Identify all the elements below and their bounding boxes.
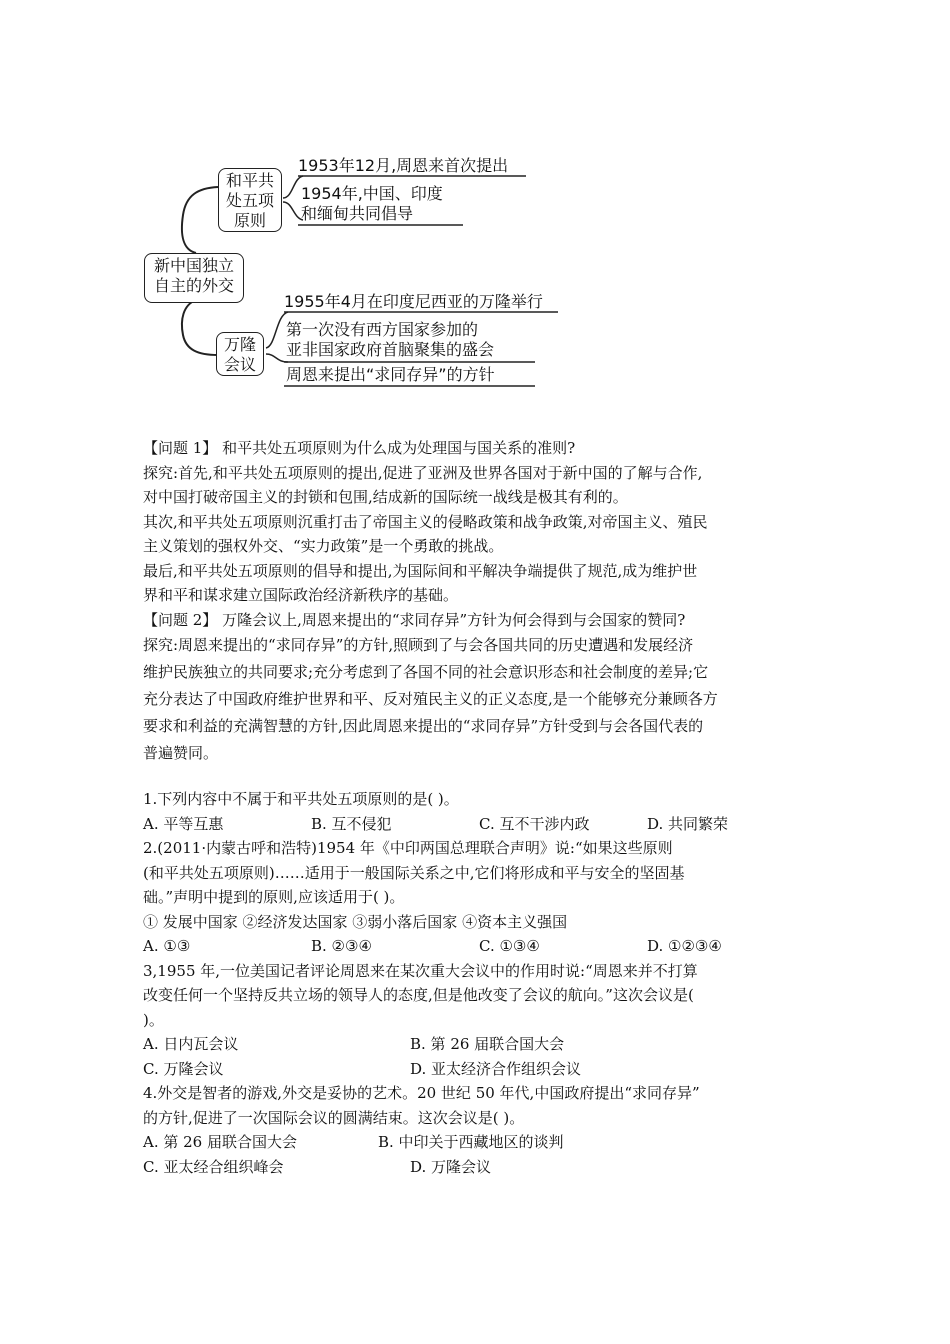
exercise-4-option-c: C. 亚太经合组织峰会 bbox=[143, 1157, 284, 1176]
exercise-1-option-c: C. 互不干涉内政 bbox=[479, 814, 590, 833]
exercise-1-options bbox=[143, 812, 823, 837]
exercise-2-stem-line: 础。”声明中提到的原则,应该适用于( )。 bbox=[143, 888, 405, 906]
peace-item-1953: 1953年12月,周恩来首次提出 bbox=[298, 156, 509, 175]
bandung-item-1955: 1955年4月在印度尼西亚的万隆举行 bbox=[284, 292, 543, 311]
exercise-3-stem-line: 改变任何一个坚持反共立场的领导人的态度,但是他改变了会议的航向。”这次会议是( bbox=[143, 986, 694, 1004]
question-2-answer-line: 要求和利益的充满智慧的方针,因此周恩来提出的“求同存异”方针受到与会各国代表的 bbox=[143, 717, 704, 735]
exercise-3-option-a: A. 日内瓦会议 bbox=[143, 1035, 239, 1053]
exercise-4-stem-line: 的方针,促进了一次国际会议的圆满结束。这次会议是( )。 bbox=[143, 1108, 525, 1127]
branch-peace-principles bbox=[218, 168, 282, 232]
exercise-4-option-b: B. 中印关于西藏地区的谈判 bbox=[378, 1133, 564, 1151]
question-2-answer-line: 普遍赞同。 bbox=[143, 744, 219, 762]
question-1-title: 【问题 1】 和平共处五项原则为什么成为处理国与国关系的准则? bbox=[143, 439, 576, 457]
exercise-3-options-row-1 bbox=[143, 1032, 823, 1057]
exercise-2-stem-line: 2.(2011·内蒙古呼和浩特)1954 年《中印两国总理联合声明》说:“如果这些原则 bbox=[143, 839, 673, 857]
exercise-4-option-d: D. 万隆会议 bbox=[410, 1157, 492, 1176]
branch-peace-line-2: 处五项 bbox=[225, 191, 274, 210]
branch-peace-line-1: 和平共 bbox=[225, 171, 274, 190]
exercise-2-items: ① 发展中国家 ②经济发达国家 ③弱小落后国家 ④资本主义强国 bbox=[143, 912, 568, 931]
exercise-1-option-d: D. 共同繁荣 bbox=[647, 814, 729, 833]
center-node bbox=[144, 253, 244, 303]
center-node-line-1: 新中国独立 bbox=[153, 256, 234, 275]
exercise-2-option-a: A. ①③ bbox=[143, 937, 191, 955]
exercise-2-option-c: C. ①③④ bbox=[479, 937, 540, 955]
branch-bandung-line-1: 万隆 bbox=[223, 335, 256, 354]
question-1-answer-line: 界和平和谋求建立国际政治经济新秩序的基础。 bbox=[143, 586, 459, 604]
question-2-answer-line: 维护民族独立的共同要求;充分考虑到了各国不同的社会意识形态和社会制度的差异;它 bbox=[143, 663, 709, 681]
bandung-item-qiutong: 周恩来提出“求同存异”的方针 bbox=[286, 365, 495, 384]
exercise-3-option-b: B. 第 26 届联合国大会 bbox=[410, 1035, 565, 1053]
mind-map-diagram bbox=[138, 150, 578, 390]
exercise-3-stem-line: )。 bbox=[143, 1010, 164, 1029]
exercise-1-option-b: B. 互不侵犯 bbox=[311, 814, 392, 833]
center-node-line-2: 自主的外交 bbox=[153, 276, 234, 295]
branch-peace-line-3: 原则 bbox=[233, 211, 266, 230]
bandung-item-first-line-2: 亚非国家政府首脑聚集的盛会 bbox=[286, 340, 495, 359]
branch-bandung-line-2: 会议 bbox=[223, 355, 256, 374]
exercise-4-options-row-1 bbox=[143, 1130, 823, 1155]
question-2-title: 【问题 2】 万隆会议上,周恩来提出的“求同存异”方针为何会得到与会国家的赞同? bbox=[143, 610, 686, 629]
document-body bbox=[143, 436, 823, 1179]
question-2-answer-line: 充分表达了中国政府维护世界和平、反对殖民主义的正义态度,是一个能够充分兼顾各方 bbox=[143, 690, 718, 708]
exercise-1-stem: 1.下列内容中不属于和平共处五项原则的是( )。 bbox=[143, 790, 459, 808]
question-1-answer-line: 最后,和平共处五项原则的倡导和提出,为国际间和平解决争端提供了规范,成为维护世 bbox=[143, 561, 698, 580]
exercise-3-stem-line: 3,1955 年,一位美国记者评论周恩来在某次重大会议中的作用时说:“周恩来并不打算 bbox=[143, 961, 698, 980]
branch-bandung-conference bbox=[216, 332, 264, 376]
exercise-2-option-b: B. ②③④ bbox=[311, 937, 372, 955]
exercise-2-stem-line: (和平共处五项原则)……适用于一般国际关系之中,它们将形成和平与安全的坚固基 bbox=[143, 863, 685, 882]
peace-item-1954-line-2: 和缅甸共同倡导 bbox=[301, 204, 414, 223]
question-1-answer-line: 主义策划的强权外交、“实力政策”是一个勇敢的挑战。 bbox=[143, 537, 504, 555]
exercise-2-option-d: D. ①②③④ bbox=[647, 937, 722, 955]
exercise-3-option-c: C. 万隆会议 bbox=[143, 1059, 224, 1078]
exercise-4-option-a: A. 第 26 届联合国大会 bbox=[143, 1133, 297, 1151]
question-1-answer-line: 其次,和平共处五项原则沉重打击了帝国主义的侵略政策和战争政策,对帝国主义、殖民 bbox=[143, 512, 708, 531]
exercise-3-options-row-2 bbox=[143, 1057, 823, 1082]
exercise-4-stem-line: 4.外交是智者的游戏,外交是妥协的艺术。20 世纪 50 年代,中国政府提出“求同存异” bbox=[143, 1084, 700, 1102]
question-2-answer-line: 探究:周恩来提出的“求同存异”的方针,照顾到了与会各国共同的历史遭遇和发展经济 bbox=[143, 636, 694, 654]
question-1-answer-line: 对中国打破帝国主义的封锁和包围,结成新的国际统一战线是极其有利的。 bbox=[143, 488, 628, 506]
question-1-answer-line: 探究:首先,和平共处五项原则的提出,促进了亚洲及世界各国对于新中国的了解与合作, bbox=[143, 463, 703, 482]
bandung-item-first-line-1: 第一次没有西方国家参加的 bbox=[286, 320, 479, 339]
exercise-3-option-d: D. 亚太经济合作组织会议 bbox=[410, 1059, 582, 1078]
exercise-2-options bbox=[143, 934, 823, 959]
peace-item-1954-line-1: 1954年,中国、印度 bbox=[301, 184, 443, 203]
exercise-4-options-row-2 bbox=[143, 1155, 823, 1180]
section-gap bbox=[143, 767, 823, 787]
exercise-1-option-a: A. 平等互惠 bbox=[143, 814, 224, 833]
